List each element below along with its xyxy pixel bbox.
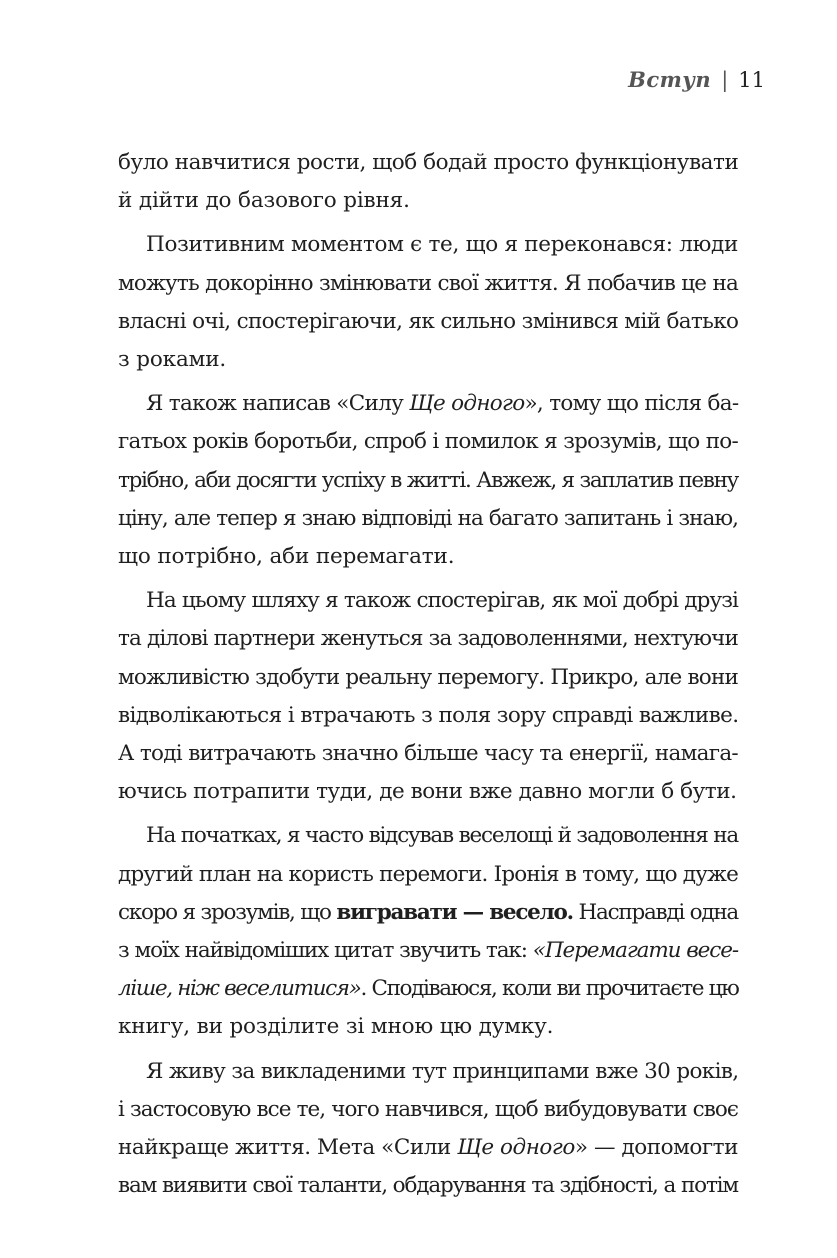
text-line: На початках, я часто відсував веселощі й задоволення на [146,823,738,849]
quote-italic: «Перемагати весе- [532,938,739,964]
text-segment: Я також написав «Силу [146,391,410,417]
text-line [118,932,738,970]
text-line: Позитивним моментом є те, що я переконався: люди [146,232,738,258]
text-line: гатьох років боротьби, спроб і помилок я зрозумів, що по- [118,429,738,455]
text-line: На цьому шляху я також спостерігав, як мої добрі друзі [146,588,738,614]
paragraph-5 [118,817,738,1046]
text-segment: з моїх найвідоміших цитат звучить так: [118,938,533,964]
paragraph-1 [118,144,738,220]
page-number: 11 [738,68,765,92]
text-segment: скоро я зрозумів, що [118,899,337,925]
text-line: було навчитися рости, щоб бодай просто функціонувати [118,150,739,175]
paragraph-4 [118,582,738,811]
quote-italic: ліше, ніж веселитися» [118,976,361,1002]
text-line: вам виявити свої таланти, обдарування та здібності, а потім [118,1173,738,1199]
paragraph-2 [118,226,738,379]
text-segment: найкраще життя. Мета «Сили [118,1135,458,1161]
text-line: відволікаються і втрачають з поля зору справді важливе. [118,702,739,728]
book-title-italic: Ще одного [457,1135,575,1161]
text-line: ціну, але тепер я знаю відповіді на багато запитань і знаю, [118,505,738,531]
bold-phrase: вигравати — весело. [336,899,573,925]
text-line: та ділові партнери женуться за задоволеннями, нехтуючи [118,626,738,652]
text-line: книгу, ви розділите зі мною цю думку. [118,1014,554,1040]
text-segment: Насправді одна [572,899,738,925]
text-line: й дійти до базового рівня. [118,188,410,214]
text-line: з роками. [118,347,227,373]
text-line: ючись потрапити туди, де вони вже давно могли б бути. [118,779,737,805]
text-line [118,1129,738,1167]
text-segment: . Сподіваюся, коли ви прочитаєте цю [360,976,739,1002]
text-line [118,385,738,423]
text-line: другий план на користь перемоги. Іронія в тому, що дуже [118,861,738,887]
header-separator: | [721,68,729,92]
text-line: і застосовую все те, чого навчився, щоб вибудовувати своє [118,1096,738,1122]
text-line [118,894,738,932]
paragraph-3 [118,385,738,576]
text-segment: », тому що після ба- [524,391,739,417]
text-segment: » — допомогти [574,1135,739,1161]
body-text [118,144,738,1211]
text-line: що потрібно, аби перемагати. [118,544,455,570]
paragraph-6 [118,1053,738,1206]
text-line: можуть докорінно змінювати свої життя. Я побачив це на [118,270,738,296]
running-head [628,66,765,94]
text-line: можливістю здобути реальну перемогу. Прикро, але вони [118,664,738,690]
text-line [118,970,738,1008]
text-line: трібно, аби досягти успіху в житті. Авжеж, я заплатив певну [118,467,738,493]
text-line: Я живу за викладеними тут принципами вже 30 років, [146,1058,739,1084]
text-line: А тоді витрачають значно більше часу та енергії, намага- [118,741,738,767]
text-line: власні очі, спостерігаючи, як сильно змінився мій батько [118,308,739,334]
book-title-italic: Ще одного [409,391,525,417]
section-title: Вступ [628,67,712,92]
